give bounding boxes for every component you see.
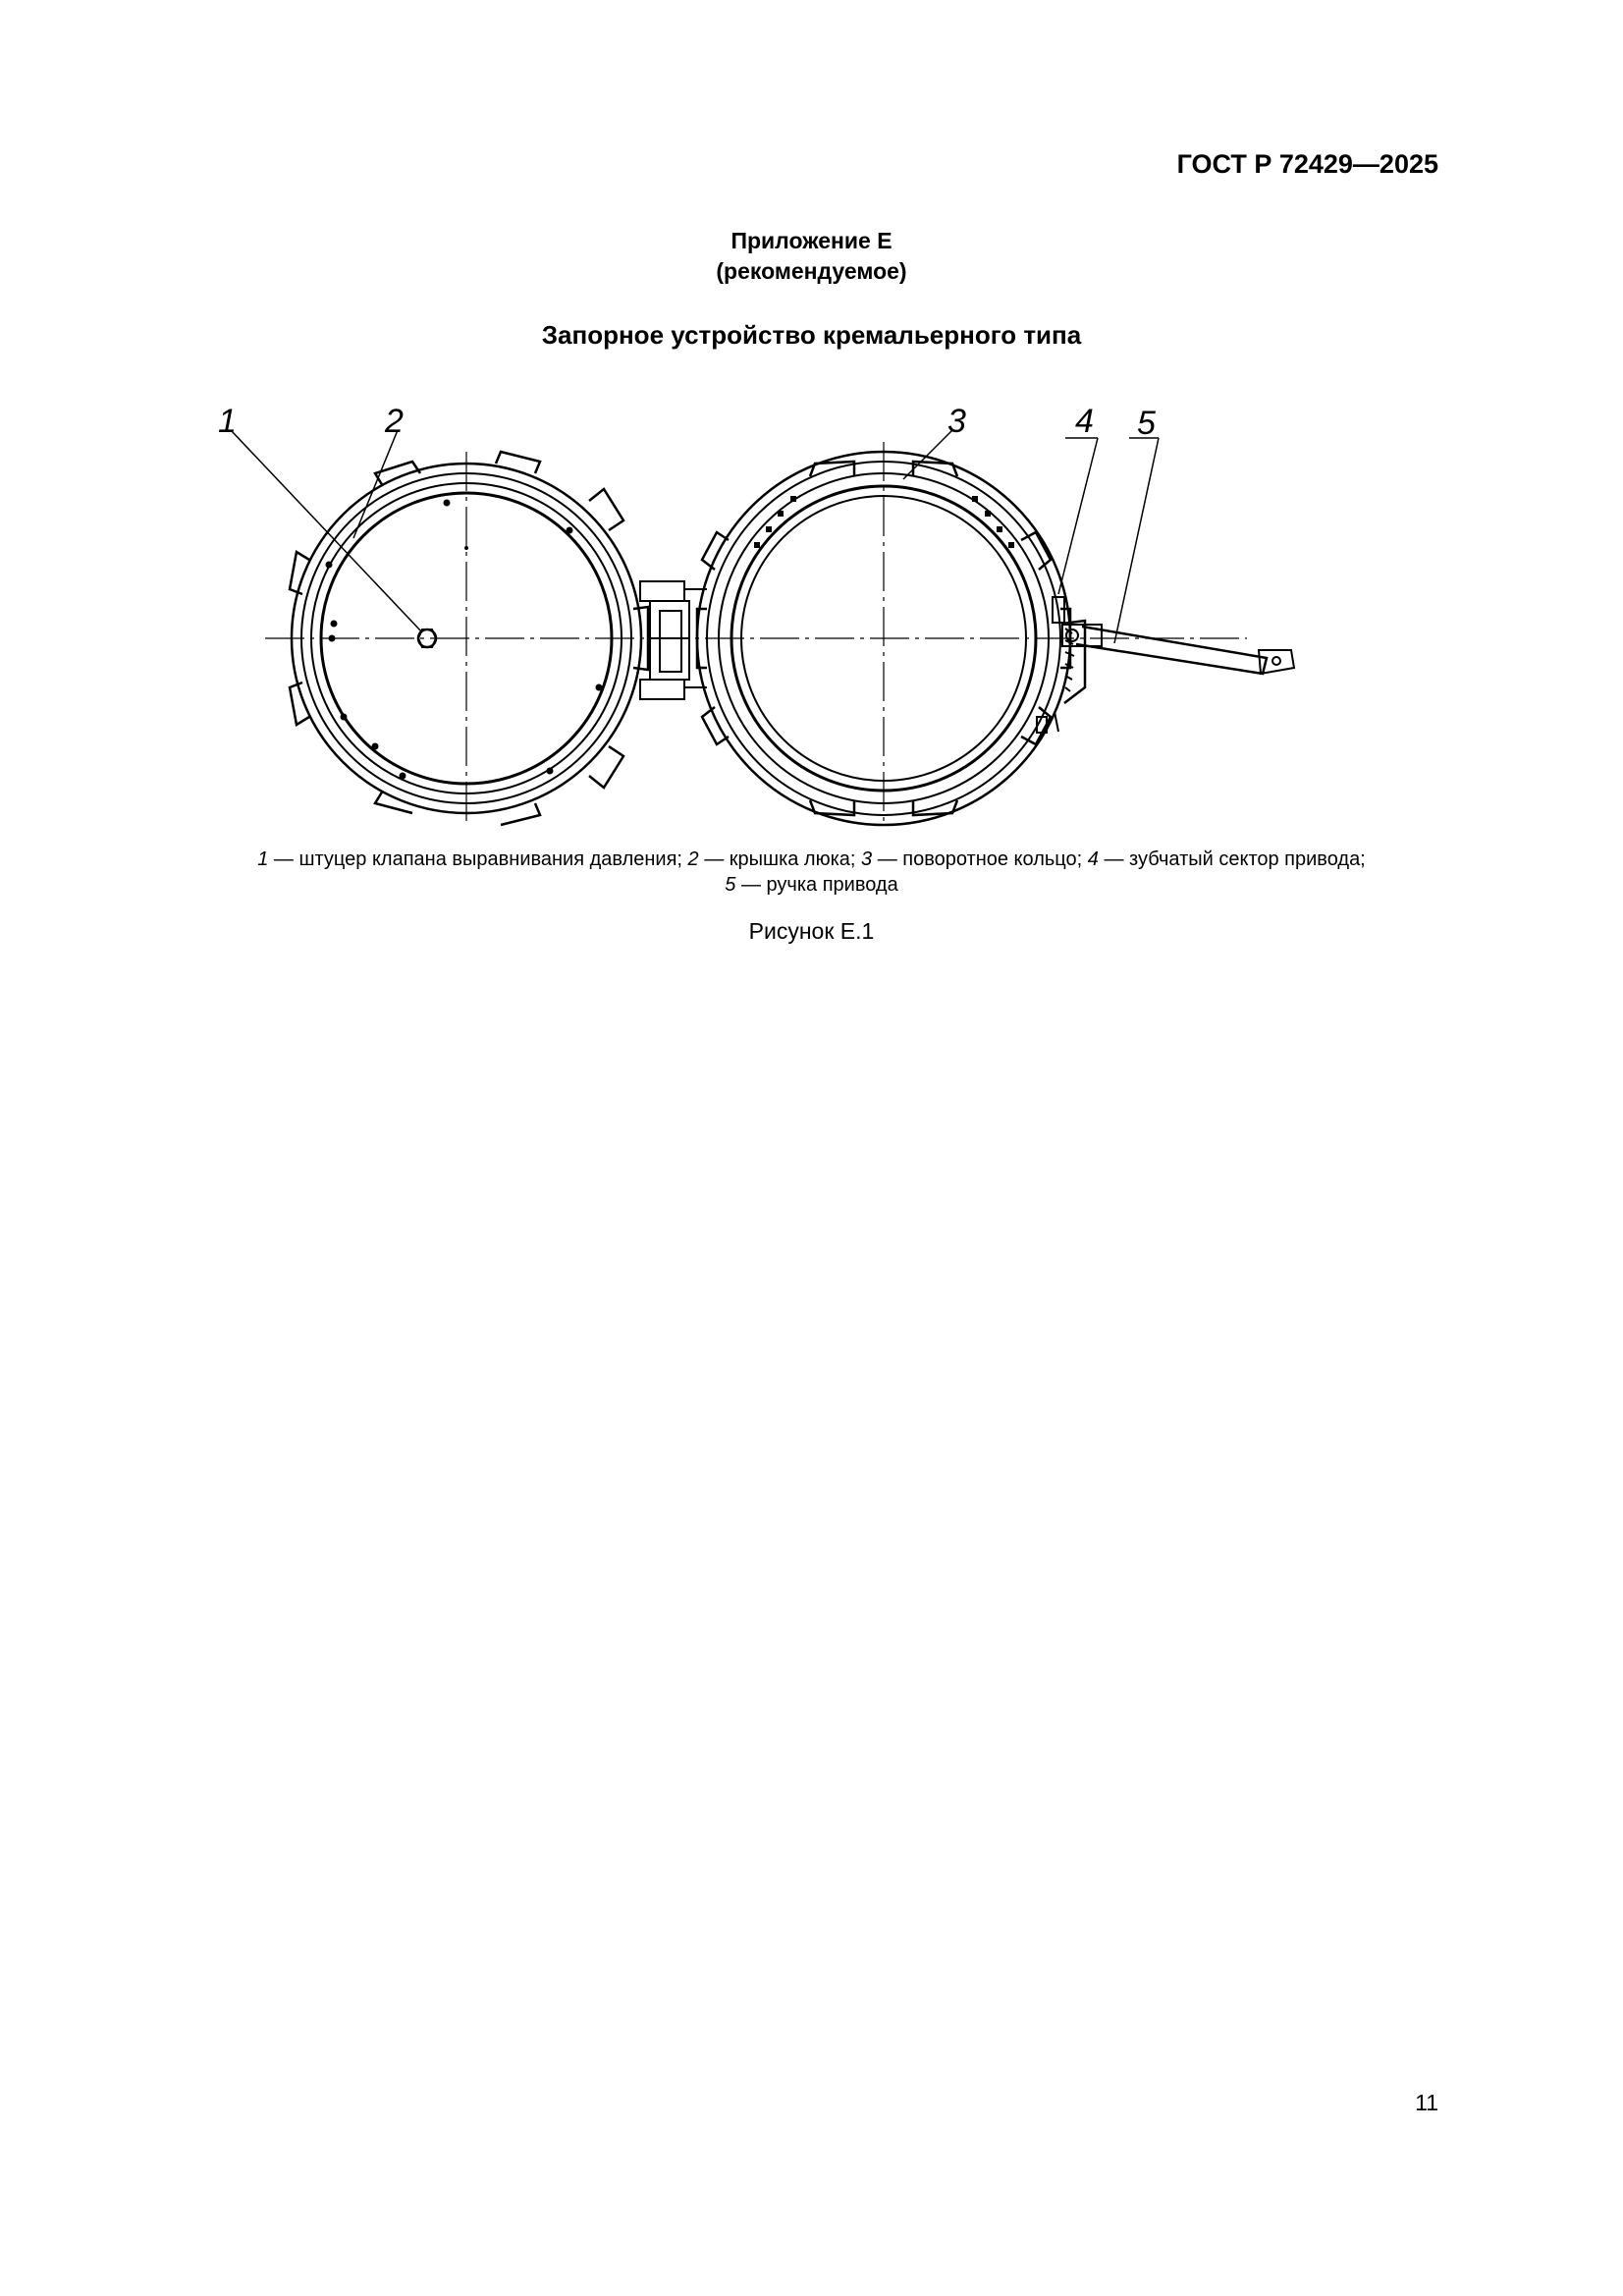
callout-2: 2 — [385, 403, 404, 440]
legend-num: 5 — [725, 874, 736, 896]
legend-text: — крышка люка; — [698, 848, 862, 870]
standard-number: ГОСТ Р 72429—2025 — [1176, 149, 1438, 179]
annex-status: (рекомендуемое) — [716, 258, 907, 284]
annex-title: Приложение Е — [730, 228, 893, 253]
section-title: Запорное устройство кремальерного типа — [541, 320, 1082, 350]
callout-5: 5 — [1137, 405, 1156, 442]
legend-text: — ручка привода — [735, 874, 898, 896]
legend-line-2 — [0, 872, 1623, 898]
legend-num: 2 — [687, 848, 699, 870]
callout-1: 1 — [218, 403, 237, 440]
hatch-closure-drawing — [218, 393, 1247, 815]
legend-text: — зубчатый сектор привода; — [1098, 848, 1366, 870]
figure-legend — [0, 847, 1623, 898]
legend-num: 4 — [1087, 848, 1099, 870]
callout-3: 3 — [947, 403, 966, 440]
legend-text: — поворотное кольцо; — [872, 848, 1088, 870]
legend-line-1 — [0, 847, 1623, 872]
page-number: 11 — [1415, 2090, 1438, 2115]
legend-num: 3 — [861, 848, 873, 870]
callout-4: 4 — [1075, 403, 1094, 440]
drive-sector-and-handle-drawing — [1037, 438, 1294, 733]
legend-text: — штуцер клапана выравнивания давления; — [268, 848, 688, 870]
legend-num: 1 — [257, 848, 269, 870]
figure-title: Рисунок Е.1 — [748, 918, 875, 944]
hatch-cover-drawing — [231, 430, 648, 825]
